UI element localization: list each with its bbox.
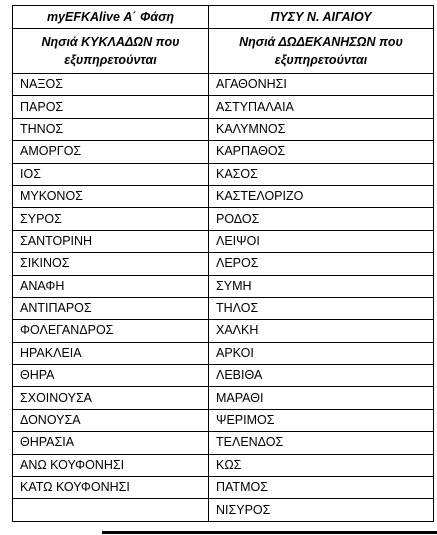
dodecanese-island-cell: ΚΩΣ — [209, 454, 434, 476]
cyclades-island-cell: ΔΟΝΟΥΣΑ — [13, 409, 209, 431]
dodecanese-island-cell: ΑΣΤΥΠΑΛΑΙΑ — [209, 96, 434, 118]
table-row — [13, 297, 434, 319]
islands-document — [12, 5, 433, 522]
table-row — [13, 208, 434, 230]
right-column-subtitle — [209, 29, 434, 74]
cyclades-island-cell: ΣΑΝΤΟΡΙΝΗ — [13, 230, 209, 252]
cyclades-island-cell: ΠΑΡΟΣ — [13, 96, 209, 118]
cyclades-island-cell: ΣΥΡΟΣ — [13, 208, 209, 230]
table-row — [13, 320, 434, 342]
dodecanese-island-cell: ΠΑΤΜΟΣ — [209, 477, 434, 499]
cyclades-island-cell: ΑΜΟΡΓΟΣ — [13, 141, 209, 163]
table-row — [13, 275, 434, 297]
cyclades-island-cell — [13, 499, 209, 521]
cyclades-island-cell: ΝΑΞΟΣ — [13, 74, 209, 96]
table-header — [13, 6, 434, 74]
dodecanese-island-cell: ΚΑΛΥΜΝΟΣ — [209, 118, 434, 140]
cyclades-island-cell: ΑΝΑΦΗ — [13, 275, 209, 297]
right-column-title: ΠΥΣΥ Ν. ΑΙΓΑΙΟΥ — [209, 6, 434, 29]
table-row — [13, 230, 434, 252]
table-body — [13, 74, 434, 522]
cyclades-island-cell: ΦΟΛΕΓΑΝΔΡΟΣ — [13, 320, 209, 342]
dodecanese-island-cell: ΚΑΣΤΕΛΟΡΙΖΟ — [209, 185, 434, 207]
cyclades-island-cell: ΘΗΡΑ — [13, 365, 209, 387]
cyclades-island-cell: ΗΡΑΚΛΕΙΑ — [13, 342, 209, 364]
table-row — [13, 365, 434, 387]
cyclades-island-cell: ΑΝΩ ΚΟΥΦΟΝΗΣΙ — [13, 454, 209, 476]
header-title-row — [13, 6, 434, 29]
right-subtitle-line-1: Νησιά ΔΩΔΕΚΑΝΗΣΩΝ που — [239, 35, 403, 49]
table-row — [13, 432, 434, 454]
dodecanese-island-cell: ΝΙΣΥΡΟΣ — [209, 499, 434, 521]
dodecanese-island-cell: ΨΕΡΙΜΟΣ — [209, 409, 434, 431]
dodecanese-island-cell: ΚΑΣΟΣ — [209, 163, 434, 185]
dodecanese-island-cell: ΧΑΛΚΗ — [209, 320, 434, 342]
table-row — [13, 163, 434, 185]
cyclades-island-cell: ΤΗΝΟΣ — [13, 118, 209, 140]
table-row — [13, 454, 434, 476]
left-column-title: myEFKAlive Α΄ Φάση — [13, 6, 209, 29]
table-row — [13, 253, 434, 275]
dodecanese-island-cell: ΚΑΡΠΑΘΟΣ — [209, 141, 434, 163]
table-row — [13, 477, 434, 499]
cyclades-island-cell: ΙΟΣ — [13, 163, 209, 185]
dodecanese-island-cell: ΤΕΛΕΝΔΟΣ — [209, 432, 434, 454]
left-column-subtitle — [13, 29, 209, 74]
islands-table — [12, 5, 434, 522]
dodecanese-island-cell: ΑΡΚΟΙ — [209, 342, 434, 364]
dodecanese-island-cell: ΡΟΔΟΣ — [209, 208, 434, 230]
cyclades-island-cell: ΑΝΤΙΠΑΡΟΣ — [13, 297, 209, 319]
table-row — [13, 185, 434, 207]
dodecanese-island-cell: ΜΑΡΑΘΙ — [209, 387, 434, 409]
table-row — [13, 499, 434, 521]
bottom-rule — [102, 531, 437, 534]
table-row — [13, 387, 434, 409]
table-row — [13, 118, 434, 140]
cyclades-island-cell: ΜΥΚΟΝΟΣ — [13, 185, 209, 207]
left-subtitle-line-1: Νησιά ΚΥΚΛΑΔΩΝ που — [41, 35, 180, 49]
table-row — [13, 409, 434, 431]
cyclades-island-cell: ΚΑΤΩ ΚΟΥΦΟΝΗΣΙ — [13, 477, 209, 499]
dodecanese-island-cell: ΣΥΜΗ — [209, 275, 434, 297]
table-row — [13, 74, 434, 96]
table-row — [13, 342, 434, 364]
left-subtitle-line-2: εξυπηρετούνται — [64, 53, 157, 67]
cyclades-island-cell: ΘΗΡΑΣΙΑ — [13, 432, 209, 454]
table-row — [13, 96, 434, 118]
cyclades-island-cell: ΣΧΟΙΝΟΥΣΑ — [13, 387, 209, 409]
header-subtitle-row — [13, 29, 434, 74]
cyclades-island-cell: ΣΙΚΙΝΟΣ — [13, 253, 209, 275]
dodecanese-island-cell: ΛΕΙΨΟΙ — [209, 230, 434, 252]
dodecanese-island-cell: ΛΕΡΟΣ — [209, 253, 434, 275]
dodecanese-island-cell: ΤΗΛΟΣ — [209, 297, 434, 319]
dodecanese-island-cell: ΛΕΒΙΘΑ — [209, 365, 434, 387]
right-subtitle-line-2: εξυπηρετούνται — [274, 53, 368, 67]
dodecanese-island-cell: ΑΓΑΘΟΝΗΣΙ — [209, 74, 434, 96]
table-row — [13, 141, 434, 163]
